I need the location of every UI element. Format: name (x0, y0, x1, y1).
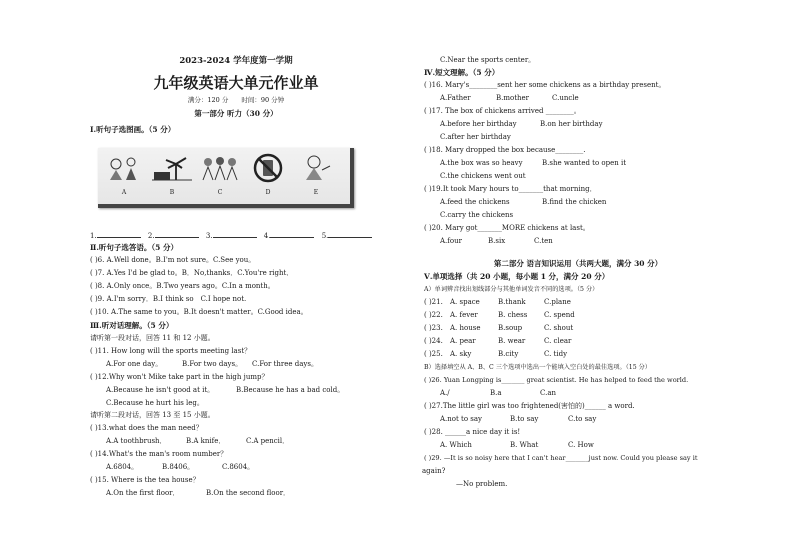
subsection-b-instruction: B）选择填空从 A、B、C 三个选项中选出一个能填入空白处的最佳选项。（15 分） (424, 364, 651, 371)
question-15: ( )15. Where is the tea house？ (90, 476, 200, 484)
answer-blank[interactable] (213, 237, 257, 238)
picture-e-icon (296, 152, 336, 184)
part1-heading: 第一部分 听力（30 分） (194, 109, 278, 118)
section5-heading: Ⅴ.单项选择（共 20 小题，每小题 1 分，满分 20 分） (424, 272, 610, 281)
answer-blanks: 1. 2. 3. 4. 5. (90, 232, 377, 241)
option: A. Which (440, 441, 472, 449)
option: A.Because he isn't good at it。 (106, 386, 215, 394)
question-9: ( )9. A.I'm sorry．B.I think so C.I hope not. (90, 295, 247, 303)
question-7: ( )7. A.Yes I'd be glad to。B．No,thanks．C.You're right． (90, 269, 294, 277)
subsection-a-instruction: A）单词辨音找出划线部分与其他单词发音不同的选项。（5 分） (424, 286, 599, 293)
question-18: ( )18. Mary dropped the box because________. (424, 146, 586, 154)
option: C.uncle (552, 94, 579, 102)
option: B.city (498, 350, 519, 358)
answer-blank[interactable] (97, 237, 141, 238)
question-16: ( )16. Mary's________sent her some chickens as a birthday present。 (424, 81, 666, 89)
question-29: ( )29. —It is so noisy here that I can't hear_______just now. Could you please say it (424, 454, 698, 462)
option: C. How (568, 441, 594, 449)
picture-strip (98, 148, 354, 208)
question-12: ( )12.Why won't Mike take part in the high jump？ (90, 373, 269, 381)
picture-label: B (169, 189, 175, 196)
picture-b-icon (152, 152, 192, 184)
picture-label: E (313, 189, 319, 196)
option: B. wear (498, 337, 526, 345)
option: A.6804。 (106, 463, 139, 471)
question-6: ( )6. A.Well done。B.I'm not sure。C.See you。 (90, 256, 256, 264)
question-21: ( )21. (424, 298, 443, 306)
option: C.8604。 (222, 463, 255, 471)
option: C.For three days。 (252, 360, 318, 368)
question-29-continued: again? (422, 467, 446, 475)
option: B.On the second floor． (206, 489, 291, 497)
option: B.six (488, 237, 506, 245)
section3-heading: Ⅲ.听对话理解。（5 分） (90, 321, 174, 330)
option: B.thank (498, 298, 526, 306)
option: A.before her birthday (440, 120, 517, 128)
option: C.A pencil． (246, 437, 290, 445)
part2-heading: 第二部分 语言知识运用（共两大题，满分 30 分） (493, 259, 663, 268)
option: B.a (490, 389, 502, 397)
option: A. space (450, 298, 480, 306)
option: B.A knife． (186, 437, 226, 445)
question-20: ( )20. Mary got_______MORE chickens at last。 (424, 224, 590, 232)
option: A.A toothbrush． (106, 437, 167, 445)
question-28: ( )28. ______a nice day it is! (424, 428, 521, 436)
option: A.Father (440, 94, 471, 102)
dialogue2-instruction: 请听第二段对话，回答 13 至 15 小题。 (90, 411, 215, 419)
option: A. fever (450, 311, 478, 319)
question-10: ( )10. A.The same to you。B.It doesn't matter。C.Good idea。 (90, 308, 308, 316)
option: B.Because he has a bad cold。 (236, 386, 345, 394)
question-25: ( )25. (424, 350, 443, 358)
option: C.to say (568, 415, 597, 423)
section2-heading: Ⅱ.听句子选答语。（5 分） (90, 243, 179, 252)
option: A.four (440, 237, 462, 245)
question-13: ( )13.what does the man need？ (90, 424, 203, 432)
question-29-reply: —No problem. (456, 480, 508, 488)
question-8: ( )8. A.Only once。B.Two years ago。C.In a month。 (90, 282, 275, 290)
option: A.On the first floor． (106, 489, 180, 497)
term-line: 2023-2024 学年度第一学期 (179, 56, 293, 66)
option: C.ten (534, 237, 553, 245)
option: C.after her birthday (440, 133, 511, 141)
dialogue1-instruction: 请听第一段对话，回答 11 和 12 小题。 (90, 334, 215, 342)
picture-label: C (217, 189, 223, 196)
question-23: ( )23. (424, 324, 443, 332)
option: C. shout (544, 324, 574, 332)
option: C.Because he hurt his leg。 (106, 399, 204, 407)
question-27: ( )27.The little girl was too frightened(害怕的)______ a word. (424, 402, 635, 410)
option: A. house (450, 324, 481, 332)
question-19: ( )19.It took Mary hours to_______that morning． (424, 185, 597, 193)
option: B. chess (498, 311, 528, 319)
option: C.Near the sports center。 (440, 56, 536, 64)
option: C.carry the chickens (440, 211, 514, 219)
option: B.on her birthday (540, 120, 603, 128)
option: B.8406。 (162, 463, 195, 471)
picture-label: D (265, 189, 271, 196)
option: A. pear (450, 337, 476, 345)
option: B.she wanted to open it (542, 159, 627, 167)
section1-heading: Ⅰ.听句子选图画。（5 分） (90, 125, 176, 134)
picture-d-icon (248, 152, 288, 184)
question-26: ( )26. Yuan Longping is_______ great scientist. He has helped to feed the world. (424, 376, 689, 384)
option: A. sky (450, 350, 472, 358)
option: A./ (440, 389, 450, 397)
section4-heading: Ⅳ.短文理解。（5 分） (424, 68, 500, 77)
answer-blank[interactable] (155, 237, 199, 238)
option: A.not to say (440, 415, 483, 423)
option: B.soup (498, 324, 523, 332)
option: B.For two days。 (182, 360, 243, 368)
option: A.feed the chickens (440, 198, 510, 206)
question-14: ( )14.What's the man's room number？ (90, 450, 228, 458)
question-22: ( )22. (424, 311, 443, 319)
option: C.the chickens went out (440, 172, 526, 180)
option: C.plane (544, 298, 571, 306)
option: A.the box was so heavy (440, 159, 523, 167)
question-11: ( )11. How long will the sports meeting last？ (90, 347, 252, 355)
score-time: 满分：120 分 时间：90 分钟 (187, 96, 285, 104)
answer-blank[interactable] (270, 237, 314, 238)
picture-label: A (121, 189, 127, 196)
option: A.For one day。 (106, 360, 163, 368)
question-24: ( )24. (424, 337, 443, 345)
picture-c-icon (200, 152, 240, 184)
picture-a-icon (104, 152, 144, 184)
page-title: 九年级英语大单元作业单 (153, 74, 319, 92)
option: B.to say (510, 415, 539, 423)
question-17: ( )17. The box of chickens arrived ________。 (424, 107, 581, 115)
option: C. tidy (544, 350, 568, 358)
option: C. clear (544, 337, 572, 345)
answer-blank[interactable] (328, 237, 372, 238)
option: C.an (540, 389, 557, 397)
option: B.mother (496, 94, 530, 102)
option: B. What (510, 441, 539, 449)
option: B.find the chicken (542, 198, 607, 206)
option: C. spend (544, 311, 575, 319)
